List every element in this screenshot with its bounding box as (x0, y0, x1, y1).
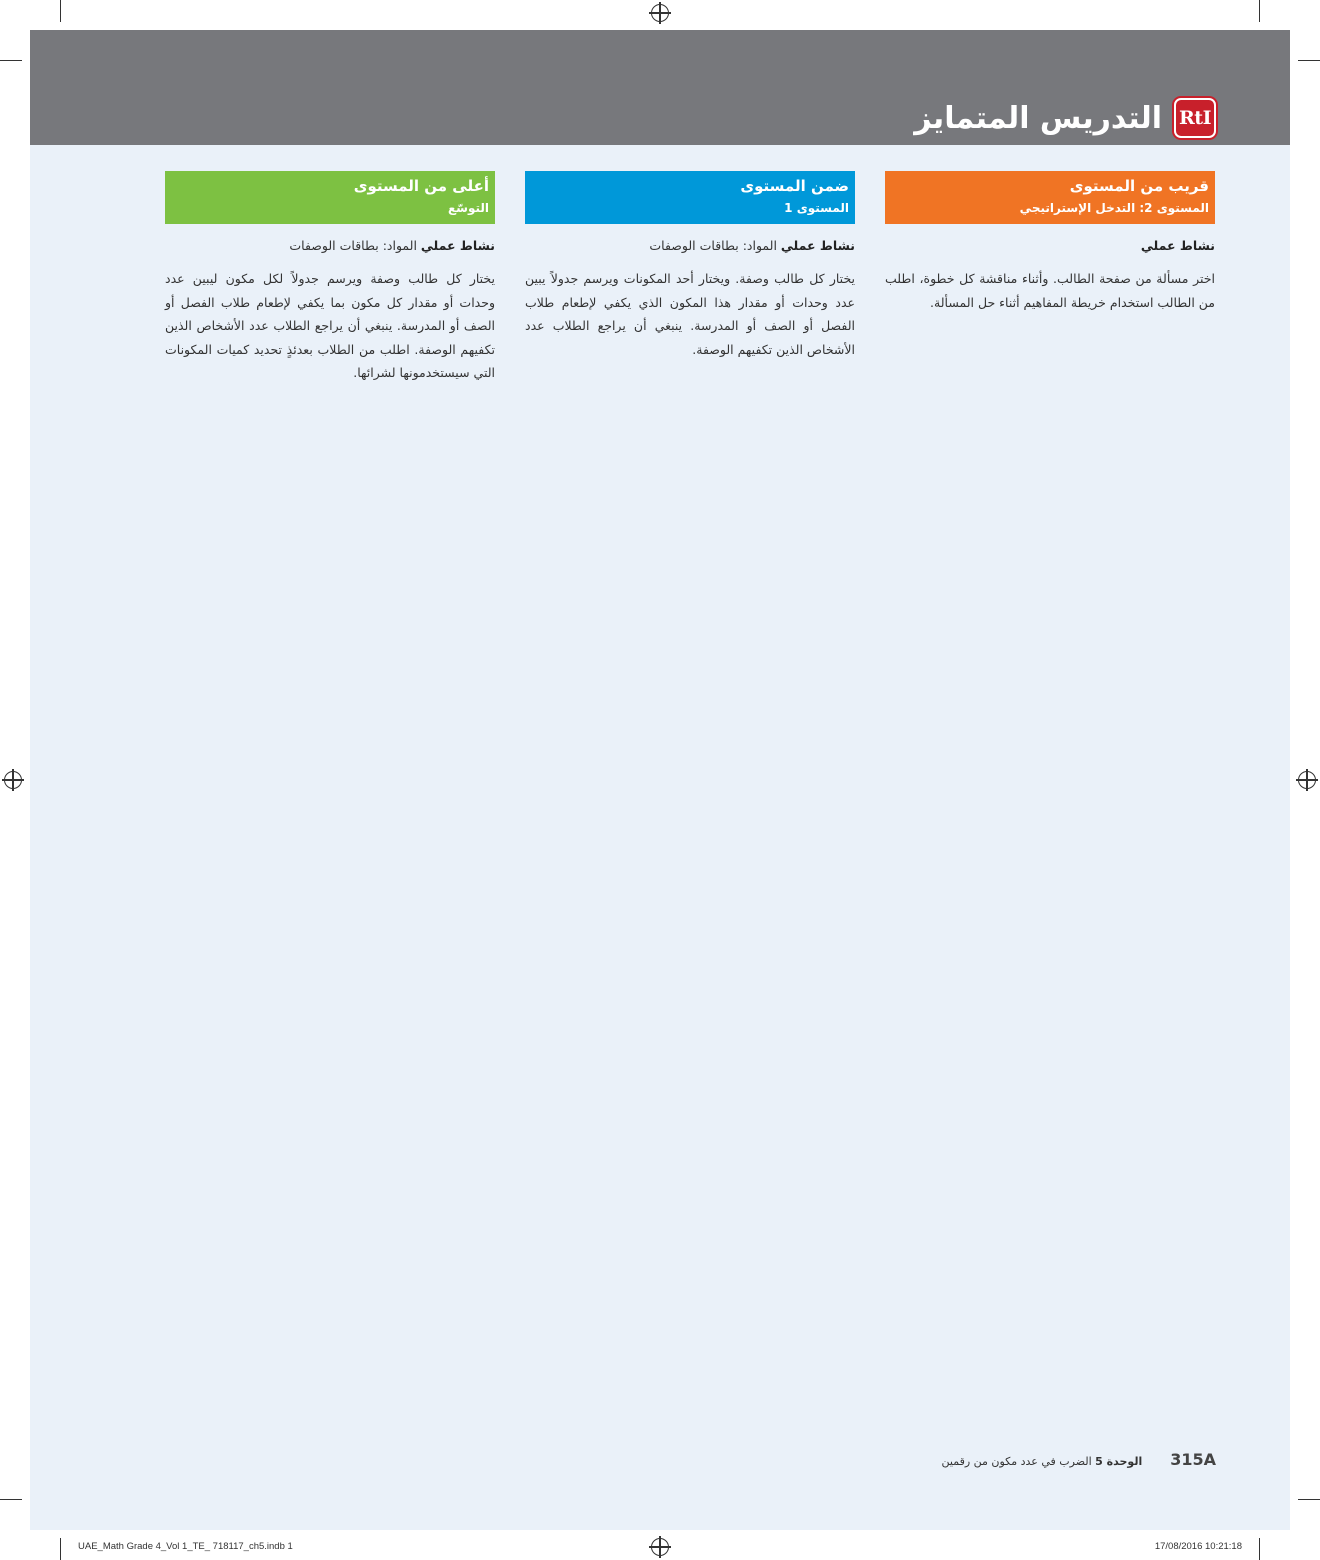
slug-timestamp: 17/08/2016 10:21:18 (1154, 1541, 1242, 1552)
column-heading: أعلى من المستوى (353, 177, 489, 195)
activity-body: اختر مسألة من صفحة الطالب. وأثناء مناقشة كل خطوة، اطلب من الطالب استخدام خريطة المفاهيم أثناء حل المسألة. (885, 271, 1215, 310)
activity-materials: المواد: بطاقات الوصفات (649, 238, 781, 253)
column-subheading: التوسّع (447, 201, 489, 215)
column-approaching-level (885, 171, 1215, 314)
footer-unit: الوحدة 5 (1095, 1455, 1143, 1468)
registration-mark-icon (4, 771, 22, 789)
column-subheading: المستوى 1 (784, 201, 849, 215)
activity-label (885, 238, 1215, 253)
crop-mark (60, 1538, 61, 1560)
crop-mark (1259, 0, 1260, 22)
column-heading-bar (525, 171, 855, 224)
column-heading: ضمن المستوى (740, 177, 849, 195)
activity-label-bold: نشاط عملي (1140, 238, 1215, 253)
column-heading: قريب من المستوى (1069, 177, 1209, 195)
crop-mark (60, 0, 61, 22)
crop-mark (0, 60, 22, 61)
registration-mark-icon (651, 4, 669, 22)
page-header (914, 96, 1216, 140)
activity-label-bold: نشاط عملي (780, 238, 855, 253)
activity-materials: المواد: بطاقات الوصفات (289, 238, 421, 253)
activity-body: يختار كل طالب وصفة. ويختار أحد المكونات ويرسم جدولاً يبين عدد وحدات أو مقدار هذا المكون الذي يكفي لإطعام طلاب الفصل أو الصف أو المدرسة. ينبغي أن يراجع الطلاب عدد الأشخاص الذين تكفيهم الوصفة. (525, 271, 855, 357)
column-heading-bar (885, 171, 1215, 224)
activity-label (525, 238, 855, 253)
column-heading-bar (165, 171, 495, 224)
footer-caption (942, 1455, 1143, 1468)
column-beyond-level (165, 171, 495, 385)
column-on-level (525, 171, 855, 361)
crop-mark (1298, 1499, 1320, 1500)
crop-mark (0, 1499, 22, 1500)
page-title: التدريس المتمايز (914, 100, 1162, 136)
slug-filename: UAE_Math Grade 4_Vol 1_TE_ 718117_ch5.indb 1 (78, 1541, 293, 1552)
footer-unit-title: الضرب في عدد مكون من رقمين (941, 1455, 1092, 1468)
column-subheading: المستوى 2: التدخل الإستراتيجي (1019, 201, 1209, 215)
registration-mark-icon (651, 1538, 669, 1556)
page-footer (942, 1450, 1216, 1469)
activity-body: يختار كل طالب وصفة ويرسم جدولاً لكل مكون ليبين عدد وحدات أو مقدار كل مكون بما يكفي لإطعام طلاب الفصل أو الصف أو المدرسة. ينبغي أن يراجع الطلاب عدد الأشخاص الذين تكفيهم الوصفة. اطلب من الطلاب بعدئذٍ تحديد كميات المكونات التي سيستخدمونها لشرائها. (165, 271, 495, 380)
activity-label (165, 238, 495, 253)
registration-mark-icon (1298, 771, 1316, 789)
crop-mark (1298, 60, 1320, 61)
rti-badge-icon: RtI (1174, 98, 1216, 138)
activity-label-bold: نشاط عملي (420, 238, 495, 253)
page-number: 315A (1170, 1450, 1216, 1469)
crop-mark (1259, 1538, 1260, 1560)
